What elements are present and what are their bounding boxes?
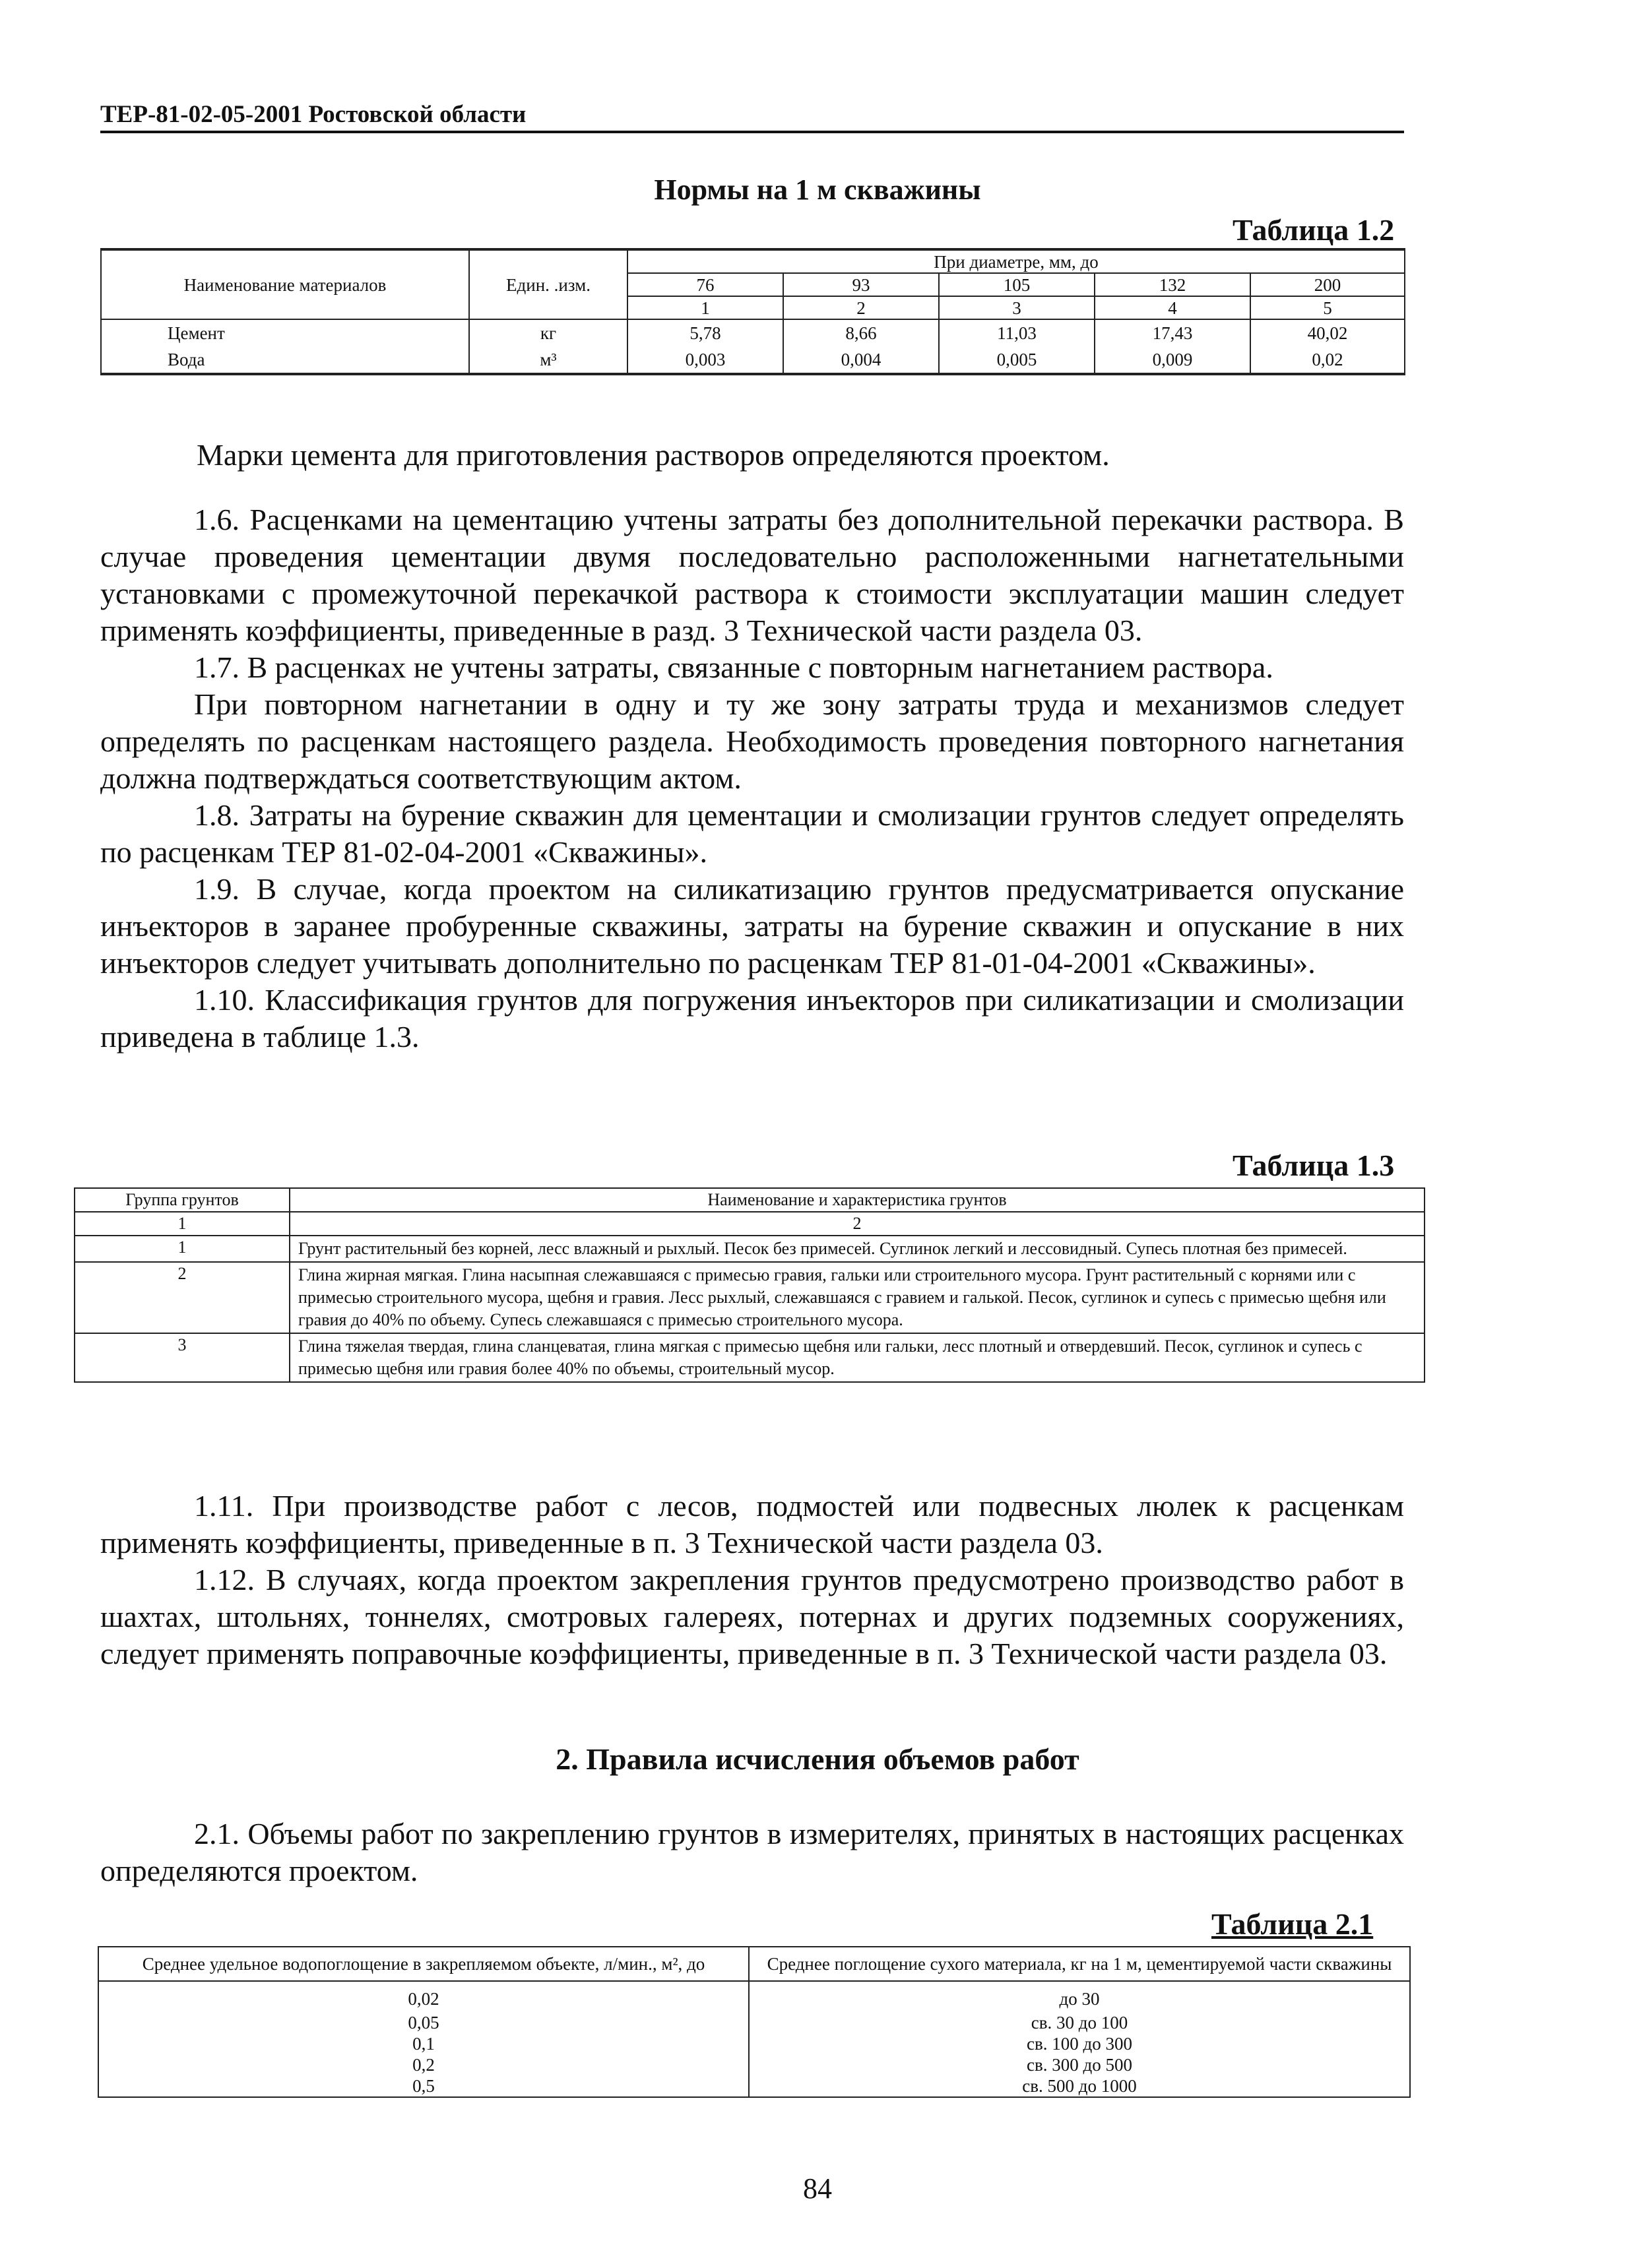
diameter-cell: 76 [627, 273, 783, 296]
absorption-cell: 0,2 [98, 2054, 749, 2075]
value-cell: 11,03 [939, 319, 1095, 346]
paragraphs-1 [100, 501, 1404, 1055]
consumption-cell: св. 300 до 500 [749, 2054, 1410, 2075]
paragraph-1-11: 1.11. При производстве работ с лесов, подмостей или подвесных люлек к расценкам применять коэффициенты, приведенные в п. 3 Технической части раздела 03. [100, 1489, 1404, 1559]
diameter-cell: 93 [783, 273, 939, 296]
table-row [98, 2075, 1410, 2097]
table-row [75, 1262, 1425, 1333]
paragraph-1-7: 1.7. В расценках не учтены затраты, связанные с повторным нагнетанием раствора. [194, 650, 1273, 684]
paragraph-1-7b: При повторном нагнетании в одну и ту же зону затраты труда и механизмов следует определять по расценкам настоящего раздела. Необходимость проведения повторного нагнетания должна подтверждаться соответствующим актом. [100, 687, 1404, 795]
diameter-cell: 105 [939, 273, 1095, 296]
paragraph-2-1: 2.1. Объемы работ по закреплению грунтов в измерителях, принятых в настоящих расценках определяются проектом. [100, 1817, 1404, 1887]
page-header [100, 100, 1404, 133]
column-number: 3 [939, 296, 1095, 319]
paragraph-1-9: 1.9. В случае, когда проектом на силикатизацию грунтов предусматривается опускание инъекторов в заранее пробуренные скважины, затраты на бурение скважин и опускание в них инъекторов следует учитывать дополнительно по расценкам ТЕР 81-01-04-2001 «Скважины». [100, 872, 1404, 980]
column-number: 4 [1095, 296, 1250, 319]
paragraph-2-1-block [100, 1815, 1404, 1889]
value-cell: 0,02 [1250, 346, 1405, 374]
table-1-2-title: Нормы на 1 м скважины [654, 173, 981, 206]
col-header-dry-material: Среднее поглощение сухого материала, кг на 1 м, цементируемой части скважины [749, 1947, 1410, 1981]
consumption-cell: до 30 [749, 1981, 1410, 2012]
row-unit: м³ [469, 346, 627, 374]
row-name: Цемент [101, 319, 469, 346]
value-cell: 0,009 [1095, 346, 1250, 374]
note-cement: Марки цемента для приготовления растворов определяются проектом. [197, 438, 1110, 472]
table-row [98, 2033, 1410, 2054]
col-header-description: Наименование и характеристика грунтов [290, 1188, 1425, 1212]
col-header-diameter: При диаметре, мм, до [627, 249, 1405, 273]
column-number: 2 [290, 1212, 1425, 1236]
row-name: Вода [101, 346, 469, 374]
section-2-title: 2. Правила исчисления объемов работ [556, 1742, 1079, 1776]
table-2-1 [98, 1946, 1411, 2098]
table-row [98, 2054, 1410, 2075]
col-header-group: Группа грунтов [75, 1188, 290, 1212]
col-header-water-absorption: Среднее удельное водопоглощение в закрепляемом объекте, л/мин., м², до [98, 1947, 749, 1981]
absorption-cell: 0,05 [98, 2012, 749, 2033]
col-header-material: Наименование материалов [101, 249, 469, 319]
column-number: 5 [1250, 296, 1405, 319]
table-row [75, 1236, 1425, 1262]
page-number: 84 [803, 2172, 832, 2205]
value-cell: 8,66 [783, 319, 939, 346]
diameter-cell: 200 [1250, 273, 1405, 296]
diameter-cell: 132 [1095, 273, 1250, 296]
absorption-cell: 0,5 [98, 2075, 749, 2097]
col-header-unit: Един. .изм. [469, 249, 627, 319]
paragraph-1-8: 1.8. Затраты на бурение скважин для цементации и смолизации грунтов следует определять по расценкам ТЕР 81-02-04-2001 «Скважины». [100, 798, 1404, 869]
description-cell: Грунт растительный без корней, лесс влажный и рыхлый. Песок без примесей. Суглинок легкий и лессовидный. Супесь плотная без примесей. [290, 1236, 1425, 1262]
table-row [75, 1333, 1425, 1382]
value-cell: 17,43 [1095, 319, 1250, 346]
absorption-cell: 0,1 [98, 2033, 749, 2054]
group-cell: 2 [75, 1262, 290, 1333]
table-row [101, 319, 1405, 346]
value-cell: 0,004 [783, 346, 939, 374]
description-cell: Глина тяжелая твердая, глина сланцеватая, глина мягкая с примесью щебня или гальки, лесс плотный и отвердевший. Песок, суглинок и супесь с примесью щебня или гравия более 40% по объемы, строительный мусор. [290, 1333, 1425, 1382]
value-cell: 5,78 [627, 319, 783, 346]
consumption-cell: св. 30 до 100 [749, 2012, 1410, 2033]
absorption-cell: 0,02 [98, 1981, 749, 2012]
paragraphs-2 [100, 1488, 1404, 1672]
table-row [98, 1981, 1410, 2012]
value-cell: 0,003 [627, 346, 783, 374]
consumption-cell: св. 500 до 1000 [749, 2075, 1410, 2097]
table-row [101, 346, 1405, 374]
column-number: 1 [627, 296, 783, 319]
row-unit: кг [469, 319, 627, 346]
paragraph-1-12: 1.12. В случаях, когда проектом закрепления грунтов предусмотрено производство работ в шахтах, штольнях, тоннелях, смотровых галереях, потернах и других подземных сооружениях, следует применять поправочные коэффициенты, приведенные в п. 3 Технической части раздела 03. [100, 1563, 1404, 1670]
table-1-3 [74, 1187, 1425, 1383]
table-1-3-caption: Таблица 1.3 [1233, 1149, 1395, 1182]
group-cell: 3 [75, 1333, 290, 1382]
description-cell: Глина жирная мягкая. Глина насыпная слежавшаяся с примесью гравия, гальки или строительного мусора. Грунт растительный с корнями или с примесью строительного мусора, щебня и гравия. Лесс рыхлый, слежавшаяся с гравием и галькой. Песок, суглинок и супесь с примесью щебня или гравия до 40% по объему. Супесь слежавшаяся с примесью строительного мусора. [290, 1262, 1425, 1333]
document-title: ТЕР-81-02-05-2001 Ростовской области [100, 101, 527, 128]
table-2-1-caption: Таблица 2.1 [1211, 1907, 1374, 1941]
value-cell: 0,005 [939, 346, 1095, 374]
consumption-cell: св. 100 до 300 [749, 2033, 1410, 2054]
table-row [98, 2012, 1410, 2033]
table-1-2 [100, 248, 1405, 375]
column-number: 1 [75, 1212, 290, 1236]
table-1-2-caption: Таблица 1.2 [1233, 213, 1395, 247]
paragraph-1-10: 1.10. Классификация грунтов для погружения инъекторов при силикатизации и смолизации приведена в таблице 1.3. [100, 983, 1404, 1054]
group-cell: 1 [75, 1236, 290, 1262]
value-cell: 40,02 [1250, 319, 1405, 346]
paragraph-1-6: 1.6. Расценками на цементацию учтены затраты без дополнительной перекачки раствора. В случае проведения цементации двумя последовательно расположенными нагнетательными установками с промежуточной перекачкой раствора к стоимости эксплуатации машин следует применять коэффициенты, приведенные в разд. 3 Технической части раздела 03. [100, 503, 1404, 647]
column-number: 2 [783, 296, 939, 319]
